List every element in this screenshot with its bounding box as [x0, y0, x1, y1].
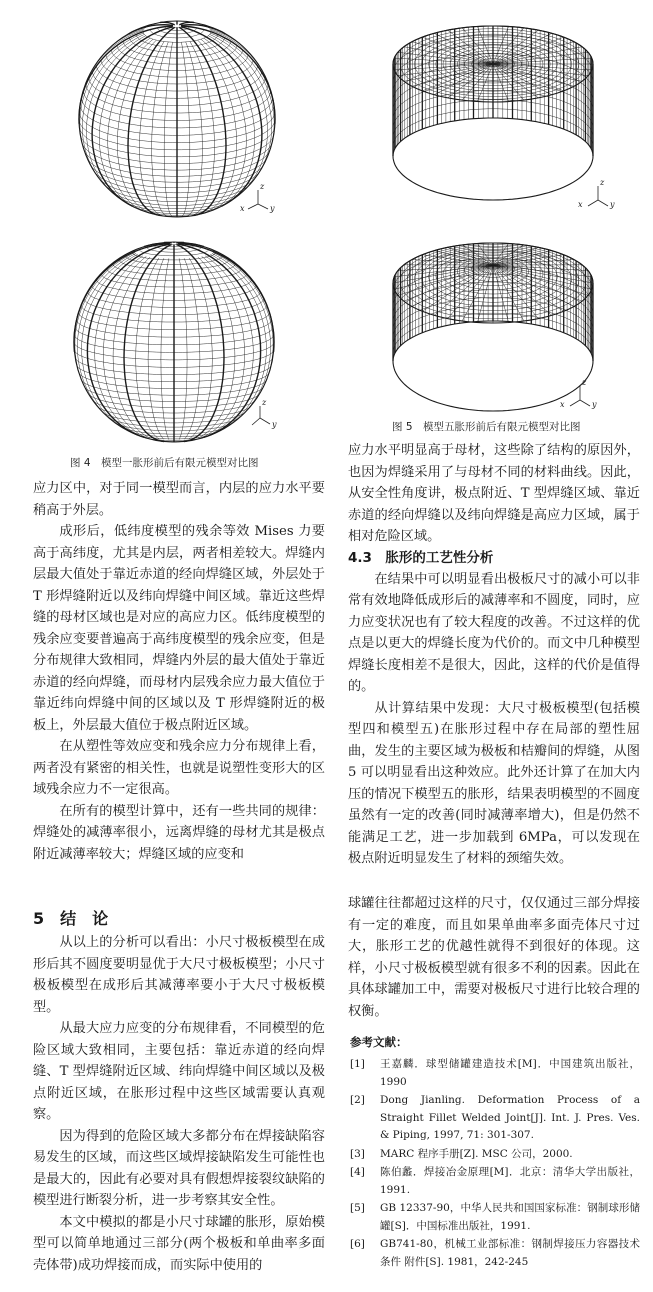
paragraph: 应力区中，对于同一模型而言，内层的应力水平要稍高于外层。 [33, 481, 325, 518]
axis-x-label: x [560, 400, 565, 409]
reference-text: GB 12337-90，中华人民共和国国家标准：钢制球形储罐[S]．中国标准出版社，1991. [380, 1202, 640, 1232]
axis-y-label: y [610, 200, 615, 209]
mesh-line [161, 258, 169, 439]
reference-item [350, 1092, 640, 1145]
axis-y-label: y [272, 420, 277, 429]
mesh-line [493, 64, 564, 91]
mesh-line [493, 265, 593, 283]
section-4-3-heading: 4.3 胀形的工艺性分析 [348, 549, 494, 566]
reference-number: [2] [350, 1094, 365, 1106]
mesh-line [493, 37, 564, 64]
reference-item [350, 1056, 640, 1091]
mesh-line [164, 42, 172, 217]
references [350, 1032, 640, 1272]
right-column-lower [348, 893, 640, 1022]
mesh-line [422, 64, 493, 91]
axis-x-label: x [240, 204, 245, 213]
fig5-axes-bottom [560, 378, 604, 416]
paragraph: 球罐往往都超过这样的尺寸，仅仅通过三部分焊接有一定的难度，而且如果单曲率多面壳体尺寸过大，胀形工艺的优越性就得不到很好的体现。这样，小尺寸极板模型就有很多不利的因素。因此在具体球罐加工中，需要对极板尺寸进行比较合理的权衡。 [348, 896, 640, 1019]
right-column-upper [348, 440, 640, 870]
fig5-axes-top [578, 180, 622, 216]
paragraph: 在结果中可以明显看出极板尺寸的减小可以非常有效地降低成形后的减薄率和不圆度，同时，应力应变状况也有了较大程度的改善。不过这样的优点是以更大的焊缝长度为代价的。而文中几种模型焊缝长度相差不是很大，因此，这样的代价是值得的。 [348, 571, 640, 694]
fig5-caption: 图 5 模型五胀形前后有限元模型对比图 [392, 421, 581, 433]
section-5 [33, 908, 325, 1276]
paragraph: 成形后，低纬度模型的残余等效 Mises 力要高于高纬度，尤其是内层，两者相差较大。焊缝内层最大值处于靠近赤道的经向焊缝区域，外层处于 T 形焊缝附近以及纬向焊缝中间区域。靠近这些焊缝的母材区域也是对应的高应力区。低纬度模型的残余应变要普遍高于高纬度模型的残余应变，但是分布规律大致相同，焊缝内外层的最大值处于靠近赤道的经向焊缝，而母材内层残余应力最大值位于靠近纬向焊缝中间的区域以及 T 形焊缝附近的极板上，外层最大值位于极点附近区域。 [33, 524, 325, 733]
reference-text: GB741-80，机械工业部标准：钢制焊接压力容器技术条件 附件[S]. 1981，242-245 [380, 1238, 640, 1268]
axis-y-label: y [270, 204, 275, 213]
reference-number: [5] [350, 1202, 365, 1214]
fig4-axes-bottom [244, 398, 280, 432]
paragraph: 本文中模拟的都是小尺寸球罐的胀形，原始模型可以简单地通过三部分(两个极板和单曲率多面壳体带)成功焊接而成，而实际中使用的 [33, 1214, 325, 1273]
mesh-line [422, 37, 493, 64]
mesh-line [82, 34, 144, 185]
paragraph: 在所有的模型计算中，还有一些共同的规律：焊缝处的减薄率很小，远离焊缝的母材尤其是极点附近减薄率较大；焊缝区域的应变和 [33, 803, 325, 862]
left-column-upper [33, 478, 325, 865]
model-outline [393, 156, 593, 200]
weld-seam [128, 27, 175, 215]
mesh-line [210, 34, 272, 185]
mesh-line [393, 265, 493, 283]
paragraph: 在从塑性等效应变和残余应力分布规律上看，两者没有紧密的相关性，也就是说塑性变形大的区域残余应力不一定很高。 [33, 739, 325, 797]
references-list [350, 1056, 640, 1271]
axis-z-label: z [260, 182, 265, 191]
reference-number: [6] [350, 1238, 365, 1250]
fig4-caption: 图 4 模型一胀形前后有限元模型对比图 [70, 457, 259, 469]
reference-item [350, 1164, 640, 1199]
reference-number: [3] [350, 1147, 365, 1160]
mesh-line [393, 118, 593, 156]
fig4-axes-top [238, 182, 278, 218]
reference-item [350, 1146, 640, 1164]
references-title: 参考文献： [350, 1035, 408, 1049]
reference-number: [1] [350, 1058, 365, 1070]
fig5-model-before [388, 15, 598, 205]
mesh-line [95, 256, 143, 437]
section-5-heading: 5 结 论 [33, 909, 109, 928]
reference-text: MARC 程序手册[Z]. MSC 公司，2000. [380, 1147, 573, 1160]
paragraph: 从以上的分析可以看出：小尺寸极板模型在成形后其不圆度要明显优于大尺寸极板模型；小尺寸极板模型在成形后其减薄率要小于大尺寸极板模型。 [33, 935, 325, 1015]
paragraph: 从最大应力应变的分布规律看，不同模型的危险区域大致相同，主要包括：靠近赤道的经向焊缝、T 型焊缝附近区域、纬向焊缝中间区域以及极点附近区域，在胀形过程中这些区域需要认真观察。 [33, 1021, 325, 1122]
axis-y-label: y [592, 400, 597, 409]
axis-x-label: x [578, 200, 583, 209]
paragraph: 因为得到的危险区域大多都分布在焊接缺陷容易发生的区域，而这些区域焊接缺陷发生可能性也是最大的，因此有必要对具有假想焊接裂纹缺陷的模型进行断裂分析，进一步考察其安全性。 [33, 1128, 325, 1208]
weld-seam [176, 242, 184, 243]
mesh-line [82, 254, 138, 435]
reference-text: Dong Jianling. Deformation Process of a Straight Fillet Welded Joint[J]. Int. J. Pres. Ves. & Piping, 1997, 71: 301-307. [380, 1094, 640, 1141]
reference-item [350, 1236, 640, 1271]
weld-seam [179, 27, 226, 215]
reference-text: 陈伯蠡．焊接冶金原理[M]．北京：清华大学出版社，1991. [380, 1166, 640, 1196]
axis-z-label: z [600, 178, 605, 187]
mesh-line [181, 42, 189, 217]
axis-z-label: z [582, 378, 587, 387]
mesh-line [393, 321, 593, 361]
reference-number: [4] [350, 1166, 365, 1178]
mesh-line [179, 258, 187, 439]
reference-item [350, 1200, 640, 1235]
axis-z-label: z [262, 398, 267, 407]
paragraph: 应力水平明显高于母材，这些除了结构的原因外，也因为焊缝采用了与母材不同的材料曲线。因此，从安全性角度讲，极点附近、T 型焊缝区域、靠近赤道的经向焊缝以及纬向焊缝是高应力区域，属于相对危险区域。 [348, 443, 640, 544]
paragraph: 从计算结果中发现：大尺寸极板模型(包括模型四和模型五)在胀形过程中存在局部的塑性屈曲，发生的主要区域为极板和桔瓣间的焊缝，从图 5 可以明显看出这种效应。此外还计算了在加大内压的情况下模型五的胀形，结果表明模型的不圆度虽然有一定的改善(同时减薄率增大)，但是仍然不能满足工艺，进一步加载到 6MPa，可以发现在极点附近明显发生了材料的颈缩失效。 [348, 700, 640, 866]
reference-text: 王嘉麟．球型储罐建造技术[M]．中国建筑出版社，1990 [380, 1058, 640, 1088]
